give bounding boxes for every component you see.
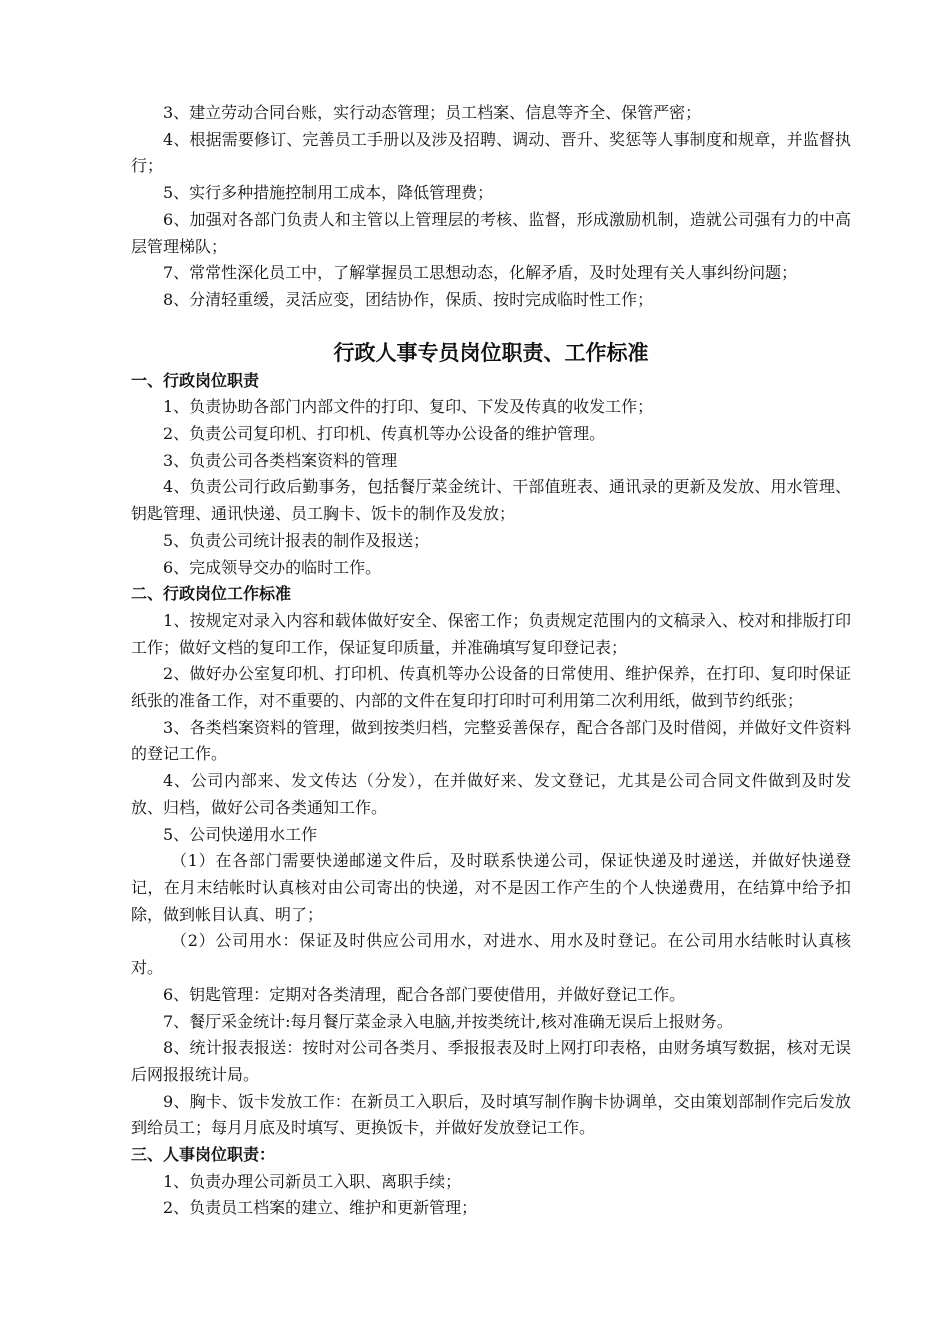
paragraph: 7、餐厅采金统计:每月餐厅菜金录入电脑,并按类统计,核对准确无误后上报财务。 (163, 1011, 733, 1031)
paragraph: 4、公司内部来、发文传达（分发），在并做好来、发文登记，尤其是公司合同文件做到及时发放、归档，做好公司各类通知工作。 (131, 771, 851, 817)
paragraph: 2、负责公司复印机、打印机、传真机等办公设备的维护管理。 (163, 424, 606, 444)
paragraph: 2、负责员工档案的建立、维护和更新管理； (163, 1198, 478, 1218)
paragraph: 6、完成领导交办的临时工作。 (163, 557, 382, 577)
paragraph: 7、常常性深化员工中，了解掌握员工思想动态，化解矛盾，及时处理有关人事纠纷问题； (163, 263, 798, 283)
paragraph: 2、做好办公室复印机、打印机、传真机等办公设备的日常使用、维护保养，在打印、复印时保证纸张的准备工作，对不重要的、内部的文件在复印打印时可利用第二次利用纸，做到节约纸张； (131, 664, 851, 711)
section-heading: 一、行政岗位职责 (131, 370, 260, 390)
paragraph: 6、加强对各部门负责人和主管以上管理层的考核、监督，形成激励机制，造就公司强有力的中高层管理梯队； (131, 209, 851, 256)
document-title: 行政人事专员岗位职责、工作标准 (333, 339, 649, 365)
paragraph: 9、胸卡、饭卡发放工作：在新员工入职后，及时填写制作胸卡协调单，交由策划部制作完后发放到给员工；每月月底及时填写、更换饭卡，并做好发放登记工作。 (131, 1091, 851, 1138)
section-heading: 三、人事岗位职责： (131, 1145, 276, 1165)
paragraph: 3、负责公司各类档案资料的管理 (163, 450, 398, 470)
paragraph: 5、公司快递用水工作 (163, 824, 318, 844)
paragraph: 4、根据需要修订、完善员工手册以及涉及招聘、调动、晋升、奖惩等人事制度和规章，并监督执行； (131, 129, 851, 176)
document-page (131, 100, 851, 1222)
paragraph: 5、实行多种措施控制用工成本，降低管理费； (163, 183, 494, 203)
sub-paragraph: （2）公司用水：保证及时供应公司用水，对进水、用水及时登记。在公司用水结帐时认真核对。 (131, 931, 851, 978)
paragraph: 3、建立劳动合同台账，实行动态管理；员工档案、信息等齐全、保管严密； (163, 103, 702, 122)
sub-paragraph: （1）在各部门需要快递邮递文件后，及时联系快递公司，保证快递及时递送，并做好快递登记，在月末结帐时认真核对由公司寄出的快递，对不是因工作产生的个人快递费用，在结算中给予扣除，做到帐目认真、明了； (131, 851, 851, 924)
section-heading: 二、行政岗位工作标准 (131, 584, 292, 604)
paragraph: 1、按规定对录入内容和载体做好安全、保密工作；负责规定范围内的文稿录入、校对和排版打印工作；做好文档的复印工作，保证复印质量，并准确填写复印登记表； (131, 610, 851, 657)
paragraph: 1、负责协助各部门内部文件的打印、复印、下发及传真的收发工作； (163, 397, 654, 417)
paragraph: 8、分清轻重缓，灵活应变，团结协作，保质、按时完成临时性工作； (163, 289, 654, 309)
paragraph: 4、负责公司行政后勤事务，包括餐厅菜金统计、干部值班表、通讯录的更新及发放、用水管理、钥匙管理、通讯快递、员工胸卡、饭卡的制作及发放； (131, 477, 851, 524)
paragraph: 3、各类档案资料的管理，做到按类归档，完整妥善保存，配合各部门及时借阅，并做好文件资料的登记工作。 (131, 717, 851, 764)
paragraph: 5、负责公司统计报表的制作及报送； (163, 530, 430, 550)
paragraph: 1、负责办理公司新员工入职、离职手续； (163, 1171, 462, 1191)
paragraph: 6、钥匙管理：定期对各类清理，配合各部门要使借用，并做好登记工作。 (163, 984, 686, 1004)
paragraph: 8、统计报表报送：按时对公司各类月、季报报表及时上网打印表格，由财务填写数据，核对无误后网报报统计局。 (131, 1038, 851, 1084)
